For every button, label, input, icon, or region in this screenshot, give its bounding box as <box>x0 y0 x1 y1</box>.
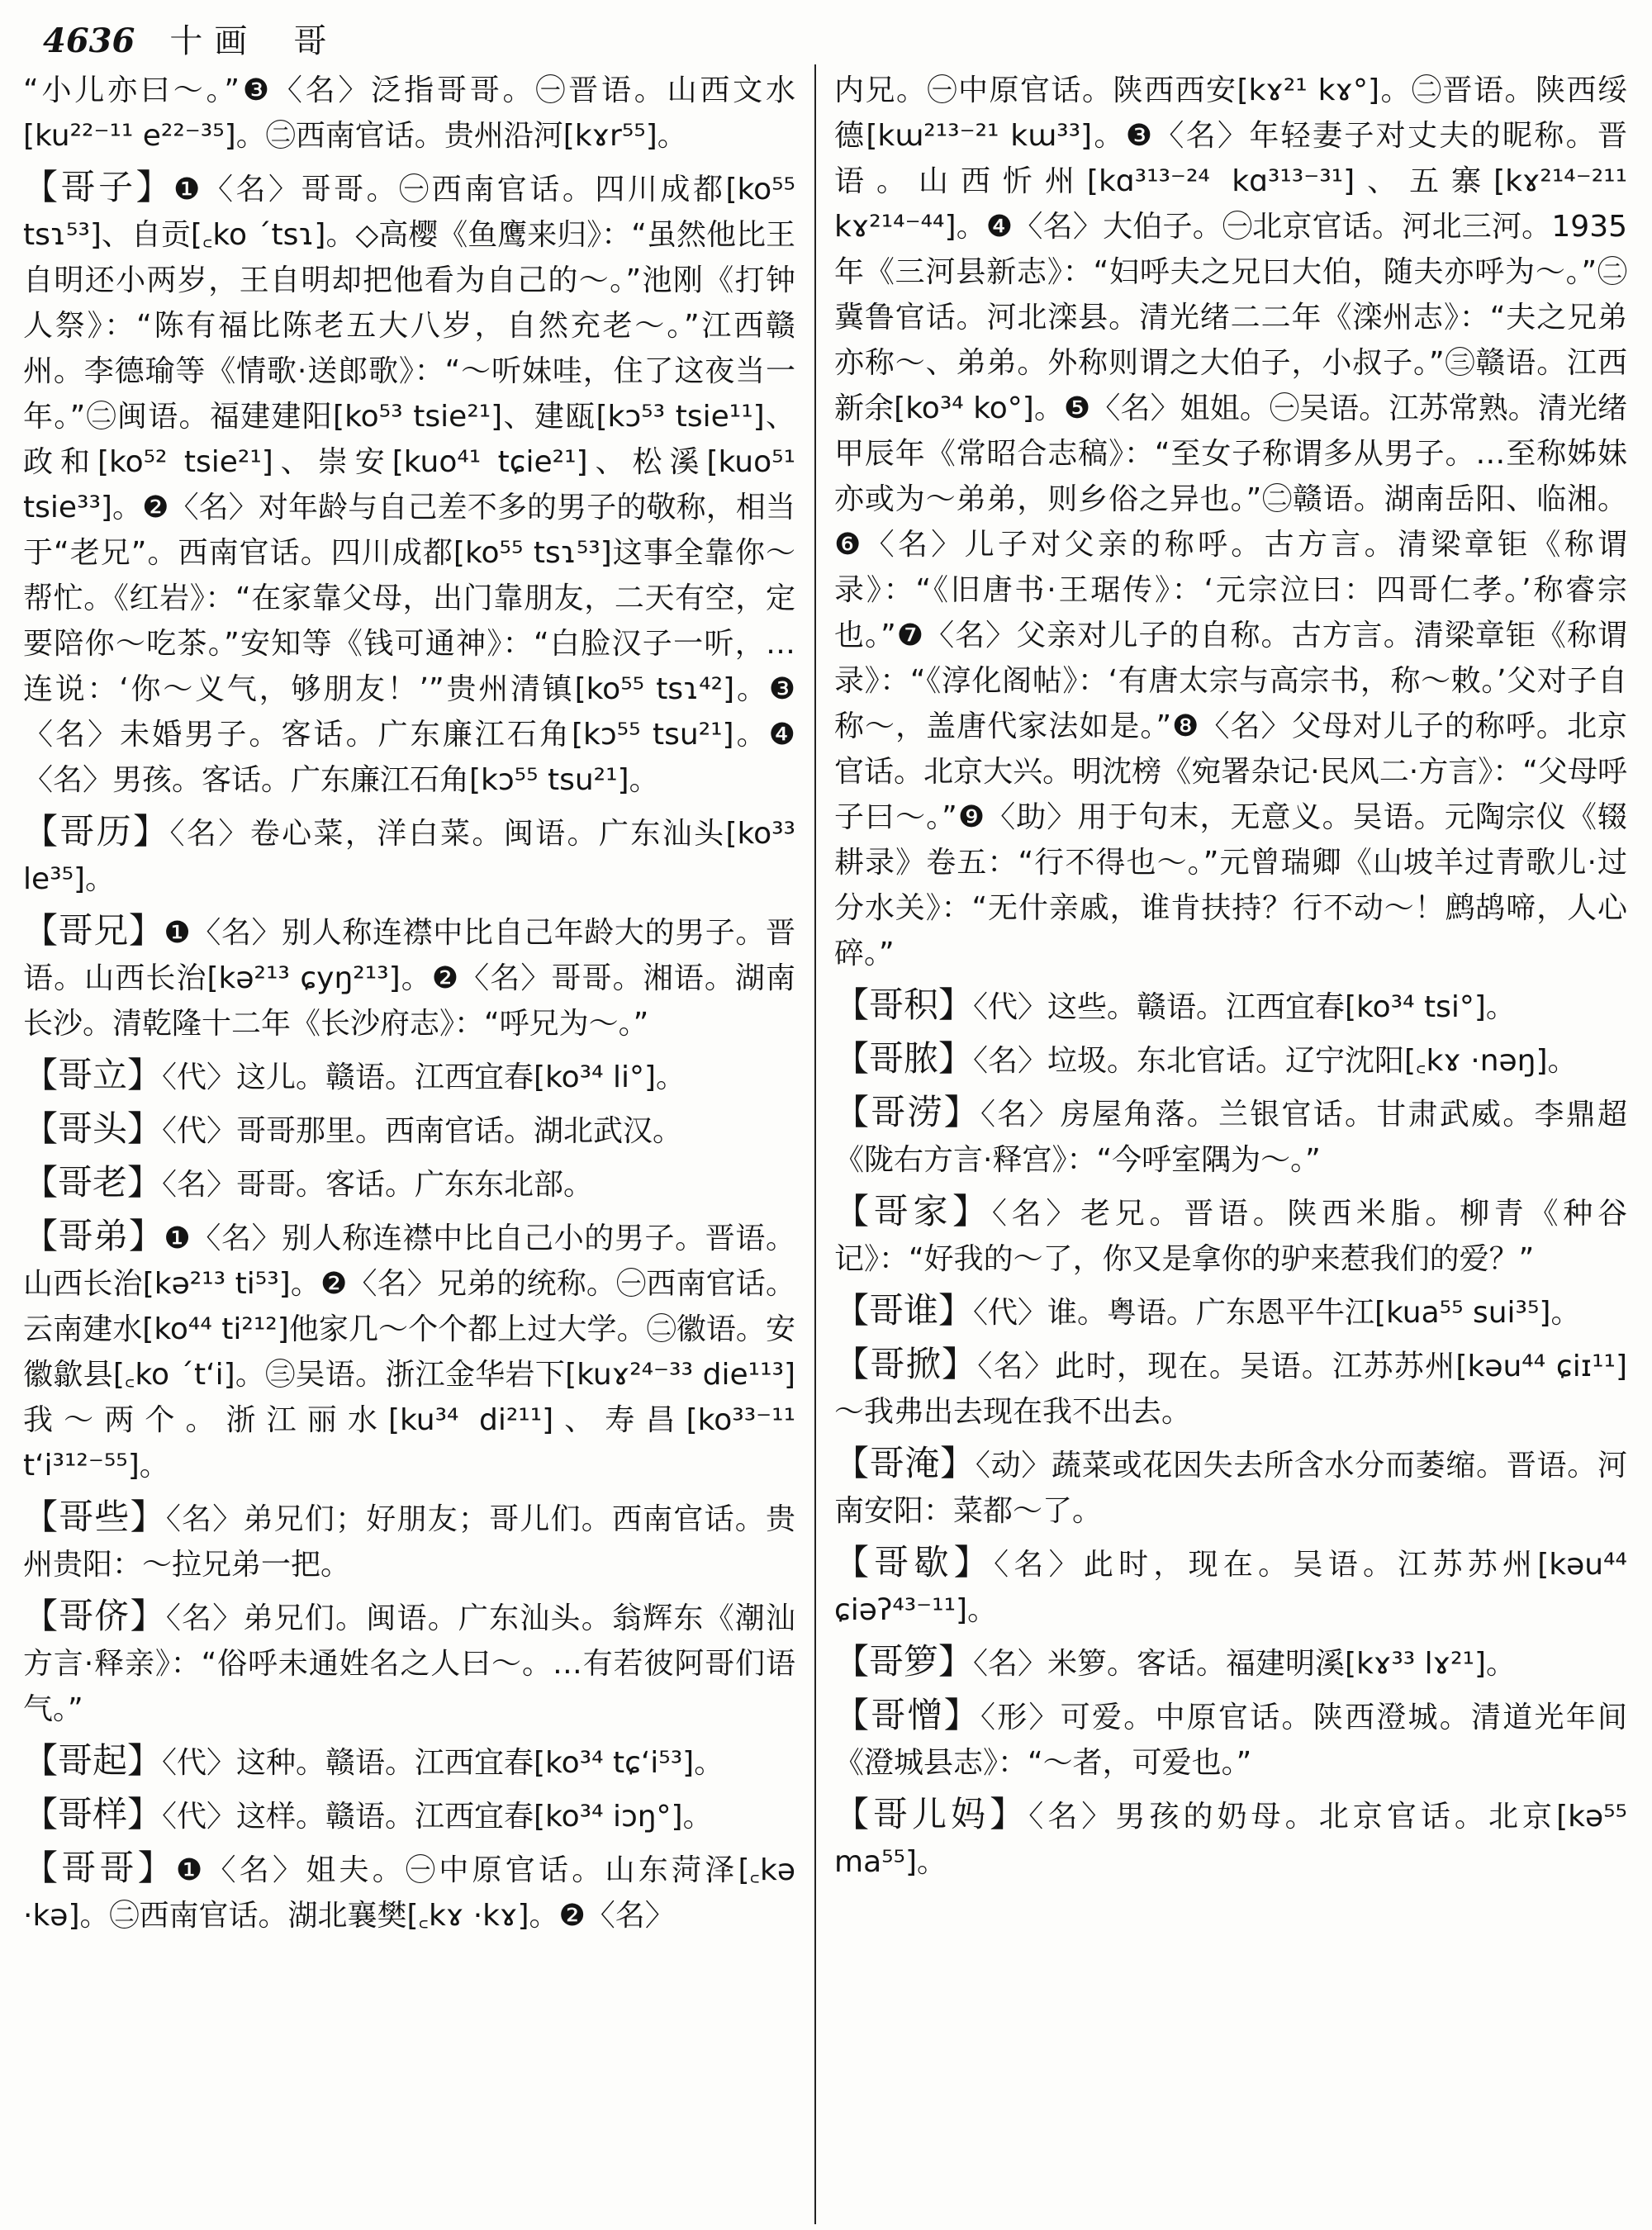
entry <box>23 164 795 803</box>
entry <box>834 1540 1627 1633</box>
entry-definition: ❶〈名〉姐夫。㊀中原官话。山东菏泽[꜀kə ·kə]。㊁西南官话。湖北襄樊[꜀kɤ ·kɤ]。❷〈名〉 <box>23 1853 795 1933</box>
entry-definition: ❶〈名〉哥哥。㊀西南官话。四川成都[ko⁵⁵ tsɿ⁵³]、自贡[꜀ko ˊtsɿ]。◇高樱《鱼鹰来归》：“虽然他比王自明还小两岁，王自明却把他看为自己的～。”池刚《打钟人祭》：“陈有福比陈老五大八岁，自然充老～。”江西赣州。李德瑜等《情歌·送郎歌》：“～听妹哇，住了这夜当一年。”㊁闽语。福建建阳[ko⁵³ tsie²¹]、建瓯[kɔ⁵³ tsie¹¹]、政和[ko⁵² tsie²¹]、崇安[kuo⁴¹ tɕie²¹]、松溪[kuo⁵¹ tsie³³]。❷〈名〉对年龄与自己差不多的男子的敬称，相当于“老兄”。西南官话。四川成都[ko⁵⁵ tsɿ⁵³]这事全靠你～帮忙。《红岩》：“在家靠父母，出门靠朋友，二天有空，定要陪你～吃茶。”安知等《钱可通神》：“白脸汉子一听，…连说：‘你～义气，够朋友！’”贵州清镇[ko⁵⁵ tsɿ⁴²]。❸〈名〉未婚男子。客话。广东廉江石角[kɔ⁵⁵ tsu²¹]。❹〈名〉男孩。客话。广东廉江石角[kɔ⁵⁵ tsu²¹]。 <box>23 173 795 797</box>
entry-headword: 【哥头】 <box>23 1108 163 1149</box>
entry-definition: 〈名〉弟兄们。闽语。广东汕头。翁辉东《潮汕方言·释亲》：“俗呼未通姓名之人曰～。…有若彼阿哥们语气。” <box>23 1601 795 1726</box>
entry <box>834 1440 1627 1534</box>
entry-headword: 【哥儿妈】 <box>834 1794 1029 1834</box>
entry <box>23 1106 795 1154</box>
entry-definition: 〈名〉此时，现在。吴语。江苏苏州[kəu⁴⁴ ɕiɪ¹¹]～我弗出去现在我不出去。 <box>834 1350 1627 1429</box>
entry-definition: 〈名〉房屋角落。兰银官话。甘肃武威。李鼎超《陇右方言·释宫》：“今呼室隅为～。” <box>834 1098 1627 1177</box>
continued-text: “小儿亦曰～。”❸〈名〉泛指哥哥。㊀晋语。山西文水[ku²²⁻¹¹ e²²⁻³⁵]。㊁西南官话。贵州沿河[kɤr⁵⁵]。 <box>23 74 795 153</box>
entry <box>23 1593 795 1732</box>
entry-definition: 〈代〉谁。粤语。广东恩平牛江[kua⁵⁵ sui³⁵]。 <box>973 1296 1581 1330</box>
entry <box>834 1189 1627 1282</box>
entry-definition: 〈名〉老兄。晋语。陕西米脂。柳青《种谷记》：“好我的～了，你又是拿你的驴来惹我们的爱？” <box>834 1197 1627 1276</box>
entry-headword: 【哥弟】 <box>23 1216 164 1256</box>
header-section-label: 十画 <box>169 22 259 60</box>
entry-headword: 【哥兄】 <box>23 910 164 951</box>
page-header <box>43 15 326 61</box>
entry-headword: 【哥立】 <box>23 1055 163 1095</box>
entry-headword: 【哥涝】 <box>834 1092 980 1132</box>
entry <box>834 1036 1627 1084</box>
page-number: 4636 <box>43 21 135 60</box>
left-column <box>23 68 795 1944</box>
entry <box>23 1160 795 1208</box>
entry <box>23 908 795 1046</box>
entry-definition: 〈名〉弟兄们；好朋友；哥儿们。西南官话。贵州贵阳：～拉兄弟一把。 <box>23 1502 795 1582</box>
entry-headword: 【哥憎】 <box>834 1695 980 1735</box>
entry-headword: 【哥箩】 <box>834 1641 974 1682</box>
entry <box>834 982 1627 1030</box>
entry-headword: 【哥子】 <box>23 167 174 207</box>
entry <box>23 1845 795 1938</box>
entry-definition: 〈代〉这种。赣语。江西宜春[ko³⁴ tɕʻi⁵³]。 <box>162 1746 724 1780</box>
entry-definition: 〈代〉这样。赣语。江西宜春[ko³⁴ iɔŋ°]。 <box>162 1800 713 1834</box>
entry-headword: 【哥掀】 <box>834 1344 978 1384</box>
entry-headword: 【哥脓】 <box>834 1038 974 1079</box>
entry-definition: 〈代〉哥哥那里。西南官话。湖北武汉。 <box>162 1114 683 1148</box>
header-character: 哥 <box>293 22 327 60</box>
entry-headword: 【哥老】 <box>23 1162 163 1203</box>
column-divider <box>814 64 816 2224</box>
entry-definition: 〈名〉垃圾。东北官话。辽宁沈阳[꜀kɤ ·nəŋ]。 <box>973 1044 1578 1078</box>
entry-definition: 〈名〉男孩的奶母。北京官话。北京[kə⁵⁵ ma⁵⁵]。 <box>834 1800 1627 1879</box>
entry <box>23 1213 795 1488</box>
entry-headword: 【哥样】 <box>23 1794 163 1834</box>
entry-definition: 〈动〉蔬菜或花因失去所含水分而萎缩。晋语。河南安阳：菜都～了。 <box>834 1449 1627 1528</box>
entry <box>23 1791 795 1839</box>
entry <box>834 1288 1627 1336</box>
entry <box>834 1692 1627 1786</box>
entry <box>834 1341 1627 1435</box>
entry-headword: 【哥历】 <box>23 811 170 852</box>
entry-headword: 【哥歇】 <box>834 1542 995 1582</box>
entry-headword: 【哥家】 <box>834 1191 992 1231</box>
entry-headword: 【哥起】 <box>23 1740 163 1781</box>
entry-definition: 〈名〉米箩。客话。福建明溪[kɤ³³ lɤ²¹]。 <box>973 1647 1517 1681</box>
entry-definition: 〈代〉这些。赣语。江西宜春[ko³⁴ tsi°]。 <box>973 990 1516 1024</box>
entry-definition: ❶〈名〉别人称连襟中比自己年龄大的男子。晋语。山西长治[kə²¹³ ɕyŋ²¹³]。❷〈名〉哥哥。湘语。湖南长沙。清乾隆十二年《长沙府志》：“呼兄为～。” <box>23 916 795 1041</box>
entry <box>23 1052 795 1100</box>
entry-headword: 【哥些】 <box>23 1497 166 1537</box>
entry <box>23 1494 795 1587</box>
continued-text: 内兄。㊀中原官话。陕西西安[kɤ²¹ kɤ°]。㊁晋语。陕西绥德[kɯ²¹³⁻²¹ kɯ³³]。❸〈名〉年轻妻子对丈夫的昵称。晋语。山西忻州[kɑ³¹³⁻²⁴ kɑ³¹³⁻³¹]、五寨[kɤ²¹⁴⁻²¹¹ kɤ²¹⁴⁻⁴⁴]。❹〈名〉大伯子。㊀北京官话。河北三河。1935年《三河县新志》：“妇呼夫之兄曰大伯，随夫亦呼为～。”㊁冀鲁官话。河北滦县。清光绪二二年《滦州志》：“夫之兄弟亦称～、弟弟。外称则谓之大伯子，小叔子。”㊂赣语。江西新余[ko³⁴ ko°]。❺〈名〉姐姐。㊀吴语。江苏常熟。清光绪甲辰年《常昭合志稿》：“至女子称谓多从男子。…至称姊妹亦或为～弟弟，则乡俗之异也。”㊁赣语。湖南岳阳、临湘。❻〈名〉儿子对父亲的称呼。古方言。清梁章钜《称谓录》：“《旧唐书·王琚传》：‘元宗泣曰：四哥仁孝。’称睿宗也。”❼〈名〉父亲对儿子的自称。古方言。清梁章钜《称谓录》：“《淳化阁帖》：‘有唐太宗与高宗书，称～敕。’父对子自称～，盖唐代家法如是。”❽〈名〉父母对儿子的称呼。北京官话。北京大兴。明沈榜《宛署杂记·民风二·方言》：“父母呼子曰～。”❾〈助〉用于句末，无意义。吴语。元陶宗仪《辍耕录》卷五：“行不得也～。”元曾瑞卿《山坡羊过青歌儿·过分水关》：“无什亲戚，谁肯扶持？行不动～！鹧鸪啼，人心碎。” <box>834 74 1627 970</box>
entry-definition: 〈名〉此时，现在。吴语。江苏苏州[kəu⁴⁴ ɕiəʔ⁴³⁻¹¹]。 <box>834 1548 1627 1627</box>
entry-headword: 【哥淹】 <box>834 1443 976 1483</box>
entry <box>834 1639 1627 1687</box>
entry-definition: ❶〈名〉别人称连襟中比自己小的男子。晋语。山西长治[kə²¹³ ti⁵³]。❷〈名〉兄弟的统称。㊀西南官话。云南建水[ko⁴⁴ ti²¹²]他家几～个个都上过大学。㊁徽语。安徽歙县[꜀ko ˊtʻi]。㊂吴语。浙江金华岩下[kuɤ²⁴⁻³³ die¹¹³]我～两个。浙江丽水[ku³⁴ di²¹¹]、寿昌[ko³³⁻¹¹ tʻi³¹²⁻⁵⁵]。 <box>23 1222 795 1483</box>
right-column <box>834 68 1627 1891</box>
entry-headword: 【哥侪】 <box>23 1596 166 1636</box>
entry-definition: 〈名〉哥哥。客话。广东东北部。 <box>162 1168 594 1202</box>
entry-headword: 【哥积】 <box>834 985 974 1025</box>
entry-definition: 〈名〉卷心菜，洋白菜。闽语。广东汕头[ko³³ le³⁵]。 <box>23 817 795 896</box>
entry-definition: 〈代〉这儿。赣语。江西宜春[ko³⁴ li°]。 <box>162 1060 686 1094</box>
entry <box>23 1738 795 1786</box>
entry <box>834 1089 1627 1183</box>
entry <box>834 1791 1627 1885</box>
entry-headword: 【哥谁】 <box>834 1290 974 1331</box>
entry <box>23 809 795 902</box>
entry-headword: 【哥哥】 <box>23 1848 176 1888</box>
entry-definition: 〈形〉可爱。中原官话。陕西澄城。清道光年间《澄城县志》：“～者，可爱也。” <box>834 1701 1627 1780</box>
